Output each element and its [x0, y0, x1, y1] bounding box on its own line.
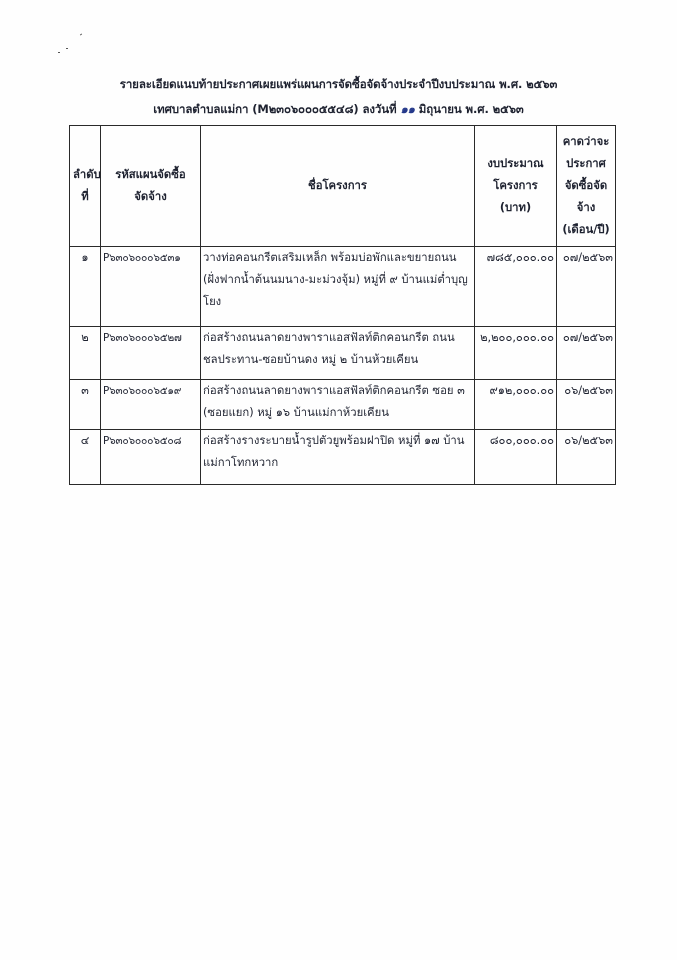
procurement-plan-table — [69, 125, 616, 485]
table-row — [70, 430, 616, 485]
header-code: รหัสแผนจัดซื้อจัดจ้าง — [101, 126, 201, 247]
table-row — [70, 380, 616, 430]
row-project-name: ก่อสร้างรางระบายน้ำรูปตัวยูพร้อมฝาปิด หมู่ที่ ๑๗ บ้านแม่กาโทกหวาก — [201, 430, 475, 485]
row-project-name: ก่อสร้างถนนลาดยางพาราแอสฟัลท์ติกคอนกรีต ซอย ๓ (ซอยแยก) หมู่ ๑๖ บ้านแม่กาห้วยเคียน — [201, 380, 475, 430]
header-budget: งบประมาณโครงการ (บาท) — [475, 126, 557, 247]
handwritten-date-day: ๑๑ — [400, 102, 415, 116]
row-budget: ๙๑๒,๐๐๐.๐๐ — [475, 380, 557, 430]
header-project-name: ชื่อโครงการ — [201, 126, 475, 247]
table-row — [70, 327, 616, 380]
row-budget: ๘๐๐,๐๐๐.๐๐ — [475, 430, 557, 485]
row-expected-date: ๐๖/๒๕๖๓ — [557, 380, 616, 430]
header-seq: ลำดับที่ — [70, 126, 101, 247]
document-title: รายละเอียดแนบท้ายประกาศเผยแพร่แผนการจัดซื้อจัดจ้างประจำปีงบประมาณ พ.ศ. ๒๕๖๓ — [119, 77, 558, 91]
row-budget: ๒,๒๐๐,๐๐๐.๐๐ — [475, 327, 557, 380]
row-seq: ๑ — [70, 247, 101, 327]
row-code: P๖๓๐๖๐๐๐๖๕๐๘ — [101, 430, 201, 485]
row-code: P๖๓๐๖๐๐๐๖๕๓๑ — [101, 247, 201, 327]
header-expected-date: คาดว่าจะประกาศจัดซื้อจัดจ้าง (เดือน/ปี) — [557, 126, 616, 247]
row-expected-date: ๐๖/๒๕๖๓ — [557, 430, 616, 485]
row-expected-date: ๐๗/๒๕๖๓ — [557, 327, 616, 380]
row-seq: ๔ — [70, 430, 101, 485]
row-code: P๖๓๐๖๐๐๐๖๕๑๙ — [101, 380, 201, 430]
row-project-name: ก่อสร้างถนนลาดยางพาราแอสฟัลท์ติกคอนกรีต ถนนชลประทาน-ซอยบ้านดง หมู่ ๒ บ้านห้วยเคียน — [201, 327, 475, 380]
row-project-name: วางท่อคอนกรีตเสริมเหล็ก พร้อมบ่อพักและขยายถนน (ฝั่งฟากน้ำต้นนมนาง-มะม่วงจุ้ม) หมู่ที่ ๙ บ้านแม่ต่ำบุญโยง — [201, 247, 475, 327]
subtitle-suffix: มิถุนายน พ.ศ. ๒๕๖๓ — [418, 102, 524, 116]
row-seq: ๓ — [70, 380, 101, 430]
row-budget: ๗๘๕,๐๐๐.๐๐ — [475, 247, 557, 327]
table-row — [70, 247, 616, 327]
row-code: P๖๓๐๖๐๐๐๖๕๒๗ — [101, 327, 201, 380]
document-subtitle — [0, 101, 677, 119]
subtitle-prefix: เทศบาลตำบลแม่กา (M๒๓๐๖๐๐๐๕๕๔๘) ลงวันที่ — [153, 102, 397, 116]
row-expected-date: ๐๗/๒๕๖๓ — [557, 247, 616, 327]
scan-specks — [58, 34, 88, 64]
row-seq: ๒ — [70, 327, 101, 380]
